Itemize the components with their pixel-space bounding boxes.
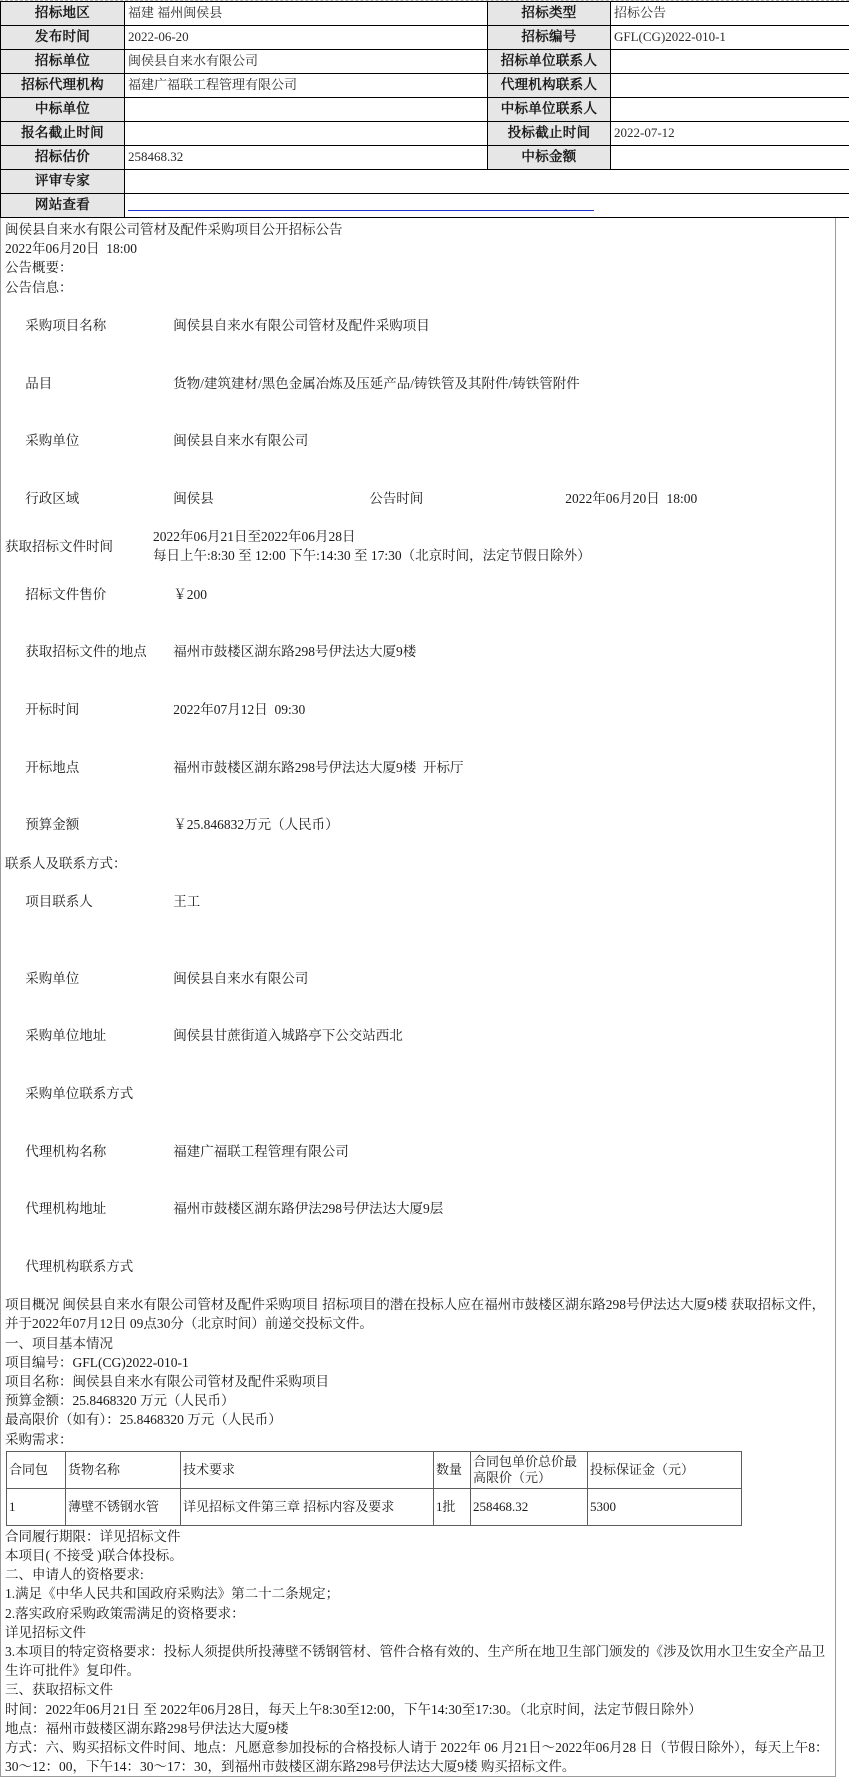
summary-value-estimate: 258468.32 bbox=[125, 146, 488, 170]
summary-label-region: 招标地区 bbox=[1, 2, 125, 26]
table-row bbox=[1, 74, 849, 98]
section3-time: 时间：2022年06月21日 至 2022年06月28日，每天上午8:30至12:00，下午14:30至17:30。（北京时间，法定节假日除外） bbox=[5, 1700, 835, 1719]
field-agency-name-label: 代理机构名称 bbox=[25, 1142, 173, 1161]
announcement-summary-heading: 公告概要： bbox=[5, 258, 835, 277]
field-region-value: 闽侯县 bbox=[173, 489, 369, 508]
field-open-place bbox=[5, 738, 835, 796]
summary-label-agency-contact: 代理机构联系人 bbox=[488, 74, 611, 98]
field-doc-price bbox=[5, 566, 835, 624]
table-row bbox=[1, 26, 849, 50]
field-doc-time-line1: 2022年06月21日至2022年06月28日 bbox=[153, 527, 591, 546]
req-header-tech-requirement: 技术要求 bbox=[181, 1451, 434, 1488]
requirement-table-body bbox=[7, 1451, 742, 1525]
field-doc-time-label: 获取招标文件时间 bbox=[5, 537, 153, 556]
field-category-label: 品目 bbox=[25, 374, 173, 393]
summary-value-tender-unit-contact bbox=[611, 50, 849, 74]
announcement-info-heading: 公告信息： bbox=[5, 278, 835, 297]
summary-value-experts bbox=[125, 170, 849, 194]
field-agency-address-label: 代理机构地址 bbox=[25, 1199, 173, 1218]
consortium-note: 本项目( 不接受 )联合体投标。 bbox=[5, 1546, 835, 1565]
summary-label-tender-unit: 招标单位 bbox=[1, 50, 125, 74]
req-header-deposit: 投标保证金（元） bbox=[588, 1451, 742, 1488]
qualification-2-detail: 详见招标文件 bbox=[5, 1623, 835, 1642]
field-region bbox=[5, 470, 835, 528]
field-open-place-value: 福州市鼓楼区湖东路298号伊法达大厦9楼 开标厅 bbox=[173, 758, 463, 777]
announcement-body bbox=[0, 218, 836, 1777]
table-row bbox=[1, 146, 849, 170]
summary-label-publish-date: 发布时间 bbox=[1, 26, 125, 50]
field-purchaser-address-label: 采购单位地址 bbox=[25, 1026, 173, 1045]
section1-budget: 预算金额：25.8468320 万元（人民币） bbox=[5, 1391, 835, 1410]
section1-project-no: 项目编号：GFL(CG)2022-010-1 bbox=[5, 1353, 835, 1372]
field-purchaser-contact-label: 采购单位联系方式 bbox=[25, 1084, 173, 1103]
field-purchaser-2-label: 采购单位 bbox=[25, 969, 173, 988]
qualification-3: 3.本项目的特定资格要求：投标人须提供所投薄壁不锈钢管材、管件合格有效的、生产所在地卫生部门颁发的《涉及饮用水卫生安全产品卫生许可批件》复印件。 bbox=[5, 1642, 835, 1680]
field-agency-address bbox=[5, 1180, 835, 1238]
summary-table-body bbox=[1, 2, 849, 218]
field-doc-time bbox=[5, 527, 835, 565]
section1-heading: 一、项目基本情况 bbox=[5, 1334, 835, 1353]
field-region-label: 行政区域 bbox=[25, 489, 173, 508]
qualification-2: 2.落实政府采购政策需满足的资格要求： bbox=[5, 1604, 835, 1623]
field-agency-contact bbox=[5, 1238, 835, 1296]
section1-project-name: 项目名称：闽侯县自来水有限公司管材及配件采购项目 bbox=[5, 1372, 835, 1391]
field-purchaser-2-value: 闽侯县自来水有限公司 bbox=[173, 969, 308, 988]
project-overview: 项目概况 闽侯县自来水有限公司管材及配件采购项目 招标项目的潜在投标人应在福州市鼓楼区湖东路298号伊法达大厦9楼 获取招标文件，并于2022年07月12日 09点30分（北京时间）前递交投标文件。 bbox=[5, 1295, 835, 1333]
field-doc-price-label: 招标文件售价 bbox=[25, 585, 173, 604]
table-row bbox=[1, 2, 849, 26]
summary-label-agency: 招标代理机构 bbox=[1, 74, 125, 98]
field-budget-label: 预算金额 bbox=[25, 815, 173, 834]
table-row bbox=[1, 98, 849, 122]
summary-label-tender-unit-contact: 招标单位联系人 bbox=[488, 50, 611, 74]
summary-value-win-amount bbox=[611, 146, 849, 170]
summary-value-agency-contact bbox=[611, 74, 849, 98]
req-cell-quantity: 1批 bbox=[434, 1488, 471, 1525]
field-open-time bbox=[5, 681, 835, 739]
summary-label-signup-deadline: 报名截止时间 bbox=[1, 122, 125, 146]
field-open-time-label: 开标时间 bbox=[25, 700, 173, 719]
summary-value-type: 招标公告 bbox=[611, 2, 849, 26]
summary-value-region: 福建 福州闽侯县 bbox=[125, 2, 488, 26]
summary-value-agency: 福建广福联工程管理有限公司 bbox=[125, 74, 488, 98]
field-open-time-value: 2022年07月12日 09:30 bbox=[173, 700, 305, 719]
req-cell-max-price: 258468.32 bbox=[471, 1488, 588, 1525]
section2-heading: 二、申请人的资格要求: bbox=[5, 1565, 835, 1584]
summary-label-winner: 中标单位 bbox=[1, 98, 125, 122]
req-cell-package: 1 bbox=[7, 1488, 66, 1525]
field-purchaser-2 bbox=[5, 950, 835, 1008]
req-header-quantity: 数量 bbox=[434, 1451, 471, 1488]
field-doc-price-value: ￥200 bbox=[173, 585, 207, 604]
summary-label-tender-no: 招标编号 bbox=[488, 26, 611, 50]
summary-label-win-amount: 中标金额 bbox=[488, 146, 611, 170]
req-cell-goods-name: 薄壁不锈钢水管 bbox=[66, 1488, 181, 1525]
field-agency-contact-label: 代理机构联系方式 bbox=[25, 1257, 173, 1276]
field-doc-place bbox=[5, 623, 835, 681]
table-row bbox=[1, 194, 849, 218]
table-header-row bbox=[7, 1451, 742, 1488]
table-row bbox=[1, 170, 849, 194]
field-agency-address-value: 福州市鼓楼区湖东路伊法298号伊法达大厦9层 bbox=[173, 1199, 443, 1218]
field-purchaser-address bbox=[5, 1007, 835, 1065]
field-doc-time-line2: 每日上午:8:30 至 12:00 下午:14:30 至 17:30（北京时间，法定节假日除外） bbox=[153, 546, 591, 565]
field-project-contact-value: 王工 bbox=[173, 892, 200, 911]
announcement-title: 闽侯县自来水有限公司管材及配件采购项目公开招标公告 bbox=[5, 220, 835, 239]
field-announce-time-label: 公告时间 bbox=[369, 489, 565, 508]
field-doc-time-value bbox=[153, 527, 591, 565]
summary-value-website[interactable] bbox=[125, 194, 849, 218]
req-cell-tech-requirement: 详见招标文件第三章 招标内容及要求 bbox=[181, 1488, 434, 1525]
summary-label-type: 招标类型 bbox=[488, 2, 611, 26]
field-agency-name bbox=[5, 1122, 835, 1180]
summary-value-winner bbox=[125, 98, 488, 122]
table-row bbox=[1, 122, 849, 146]
section3-heading: 三、获取招标文件 bbox=[5, 1680, 835, 1699]
field-project-contact bbox=[5, 873, 835, 931]
field-doc-place-label: 获取招标文件的地点 bbox=[25, 642, 173, 661]
summary-label-estimate: 招标估价 bbox=[1, 146, 125, 170]
announcement-publish-datetime: 2022年06月20日 18:00 bbox=[5, 239, 835, 258]
field-doc-place-value: 福州市鼓楼区湖东路298号伊法达大厦9楼 bbox=[173, 642, 416, 661]
field-category bbox=[5, 354, 835, 412]
field-open-place-label: 开标地点 bbox=[25, 758, 173, 777]
summary-value-signup-deadline bbox=[125, 122, 488, 146]
section1-max-price: 最高限价（如有）：25.8468320 万元（人民币） bbox=[5, 1410, 835, 1429]
req-header-package: 合同包 bbox=[7, 1451, 66, 1488]
field-budget-value: ￥25.846832万元（人民币） bbox=[173, 815, 338, 834]
table-row bbox=[1, 50, 849, 74]
tender-summary-table bbox=[0, 1, 849, 218]
contract-duration: 合同履行期限：详见招标文件 bbox=[5, 1527, 835, 1546]
field-purchaser bbox=[5, 412, 835, 470]
summary-value-tender-no: GFL(CG)2022-010-1 bbox=[611, 26, 849, 50]
contact-heading: 联系人及联系方式： bbox=[5, 854, 835, 873]
field-purchaser-contact bbox=[5, 1065, 835, 1123]
req-header-max-price: 合同包单价总价最高限价（元） bbox=[471, 1451, 588, 1488]
section3-place: 地点：福州市鼓楼区湖东路298号伊法达大厦9楼 bbox=[5, 1719, 835, 1738]
spacer bbox=[5, 931, 835, 950]
field-category-value: 货物/建筑建材/黑色金属冶炼及压延产品/铸铁管及其附件/铸铁管附件 bbox=[173, 374, 580, 393]
field-purchaser-address-value: 闽侯县甘蔗街道入城路亭下公交站西北 bbox=[173, 1026, 403, 1045]
summary-value-bid-deadline: 2022-07-12 bbox=[611, 122, 849, 146]
field-purchaser-label: 采购单位 bbox=[25, 431, 173, 450]
summary-label-experts: 评审专家 bbox=[1, 170, 125, 194]
summary-value-tender-unit: 闽侯县自来水有限公司 bbox=[125, 50, 488, 74]
field-purchaser-value: 闽侯县自来水有限公司 bbox=[173, 431, 308, 450]
website-link[interactable] bbox=[128, 210, 594, 211]
summary-label-website: 网站查看 bbox=[1, 194, 125, 218]
qualification-1: 1.满足《中华人民共和国政府采购法》第二十二条规定； bbox=[5, 1584, 835, 1603]
req-cell-deposit: 5300 bbox=[588, 1488, 742, 1525]
field-project-contact-label: 项目联系人 bbox=[25, 892, 173, 911]
req-header-goods-name: 货物名称 bbox=[66, 1451, 181, 1488]
summary-label-bid-deadline: 投标截止时间 bbox=[488, 122, 611, 146]
field-project-name bbox=[5, 297, 835, 355]
summary-value-winner-contact bbox=[611, 98, 849, 122]
table-row bbox=[7, 1488, 742, 1525]
section1-requirement-heading: 采购需求： bbox=[5, 1430, 835, 1449]
summary-value-publish-date: 2022-06-20 bbox=[125, 26, 488, 50]
summary-label-winner-contact: 中标单位联系人 bbox=[488, 98, 611, 122]
procurement-requirement-table bbox=[6, 1451, 742, 1526]
field-project-name-label: 采购项目名称 bbox=[25, 316, 173, 335]
field-agency-name-value: 福建广福联工程管理有限公司 bbox=[173, 1142, 349, 1161]
field-announce-time-value: 2022年06月20日 18:00 bbox=[565, 489, 697, 508]
field-project-name-value: 闽侯县自来水有限公司管材及配件采购项目 bbox=[173, 316, 430, 335]
section3-method: 方式：六、购买招标文件时间、地点：凡愿意参加投标的合格投标人请于 2022年 06 月21日～2022年06月28 日（节假日除外），每天上午8：30～12：00，下午14：30～17：30，到福州市鼓楼区湖东路298号伊法达大厦9楼 购买招标文件。 bbox=[5, 1738, 835, 1776]
field-budget bbox=[5, 796, 835, 854]
